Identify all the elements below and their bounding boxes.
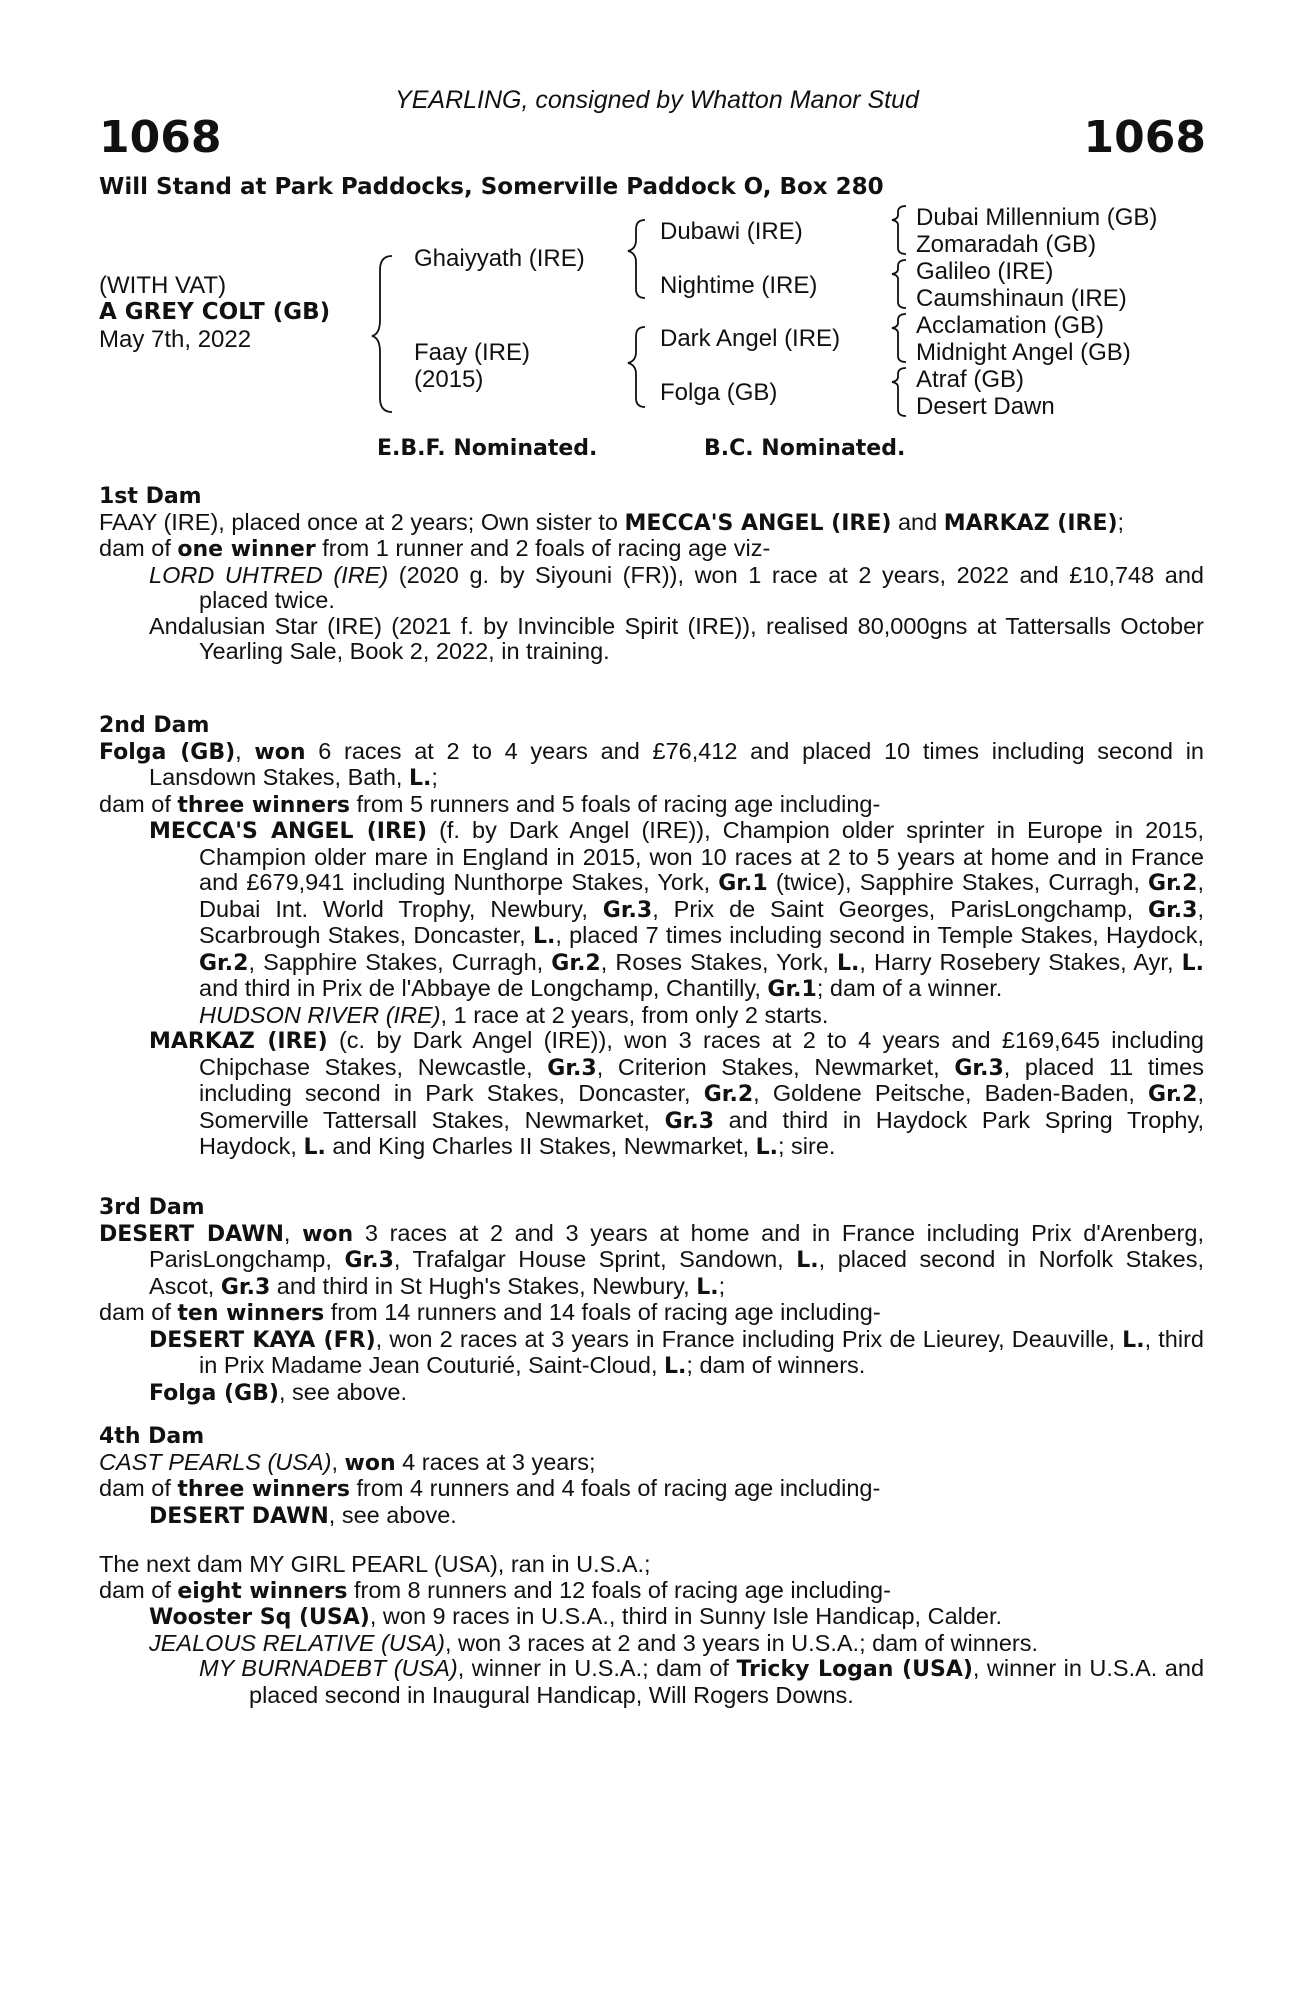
sire-name: Ghaiyyath (IRE) <box>414 245 585 272</box>
group-tag: Gr.2 <box>703 1082 754 1107</box>
produce-entry <box>99 1631 1204 1657</box>
second-dam-section <box>99 713 1204 1161</box>
group-tag: Gr.1 <box>718 871 768 896</box>
produce-name: MARKAZ (IRE) <box>149 1029 328 1054</box>
text: from 14 runners and 14 foals of racing age including- <box>324 1299 881 1325</box>
brace-sire <box>628 220 645 298</box>
text: from 4 runners and 4 foals of racing age including- <box>349 1475 881 1501</box>
text: , <box>331 1448 345 1475</box>
fourth-dam-line <box>99 1450 1204 1477</box>
first-dam-produce-line <box>99 536 1204 563</box>
produce-entry <box>99 1028 1204 1161</box>
produce-name: JEALOUS RELATIVE (USA) <box>149 1629 445 1656</box>
third-dam-produce-line <box>99 1300 1204 1327</box>
fourth-dam-heading: 4th Dam <box>99 1424 205 1449</box>
text: from 1 runner and 2 foals of racing age viz- <box>315 535 771 561</box>
text: ; <box>1117 508 1125 535</box>
listed-tag: L. <box>796 1248 819 1273</box>
winners-count: three winners <box>177 1477 350 1502</box>
ancestor-2: Zomaradah (GB) <box>916 231 1097 258</box>
text: , won 3 races at 2 and 3 years in U.S.A.; dam of winners. <box>445 1629 1039 1656</box>
related-horse: MARKAZ (IRE) <box>943 510 1118 536</box>
text: ; dam of winners. <box>686 1352 866 1378</box>
lot-number-right: 1068 <box>1083 112 1206 163</box>
produce-entry: Andalusian Star (IRE) (2021 f. by Invincible Spirit (IRE)), realised 80,000gns at Tattersalls October Yearling Sale, Book 2, 2022, in training. <box>149 612 1204 664</box>
text: dam of <box>99 1475 178 1501</box>
second-dam-heading: 2nd Dam <box>99 713 210 738</box>
text: , <box>235 737 255 764</box>
text: , Roses Stakes, York, <box>600 948 837 975</box>
dam-name: Faay (IRE) <box>414 339 531 366</box>
fourth-dam-produce-line <box>99 1476 1204 1503</box>
text: dam of <box>99 790 178 817</box>
next-dam-line: The next dam MY GIRL PEARL (USA), ran in U.S.A.; <box>99 1551 651 1577</box>
text: dam of <box>99 535 178 561</box>
winners-count: ten winners <box>177 1301 325 1326</box>
produce-entry <box>99 1604 1204 1631</box>
ancestor-7: Atraf (GB) <box>916 366 1025 393</box>
produce-name: Folga (GB) <box>149 1380 279 1406</box>
brace-g3 <box>892 314 906 362</box>
ancestor-8: Desert Dawn <box>916 393 1055 420</box>
group-tag: Gr.2 <box>1148 1082 1198 1107</box>
text: , Scarbrough Stakes, Doncaster, <box>199 895 1204 948</box>
text: , Somerville Tattersall Stakes, Newmarket, <box>199 1080 1204 1133</box>
related-horse: Tricky Logan (USA) <box>736 1657 973 1682</box>
won-label: won <box>344 1450 396 1476</box>
produce-name: LORD UHTRED (IRE) <box>149 561 389 588</box>
ancestor-1: Dubai Millennium (GB) <box>916 204 1158 231</box>
produce-name: MECCA'S ANGEL (IRE) <box>149 819 428 844</box>
text: (2020 g. by Siyouni (FR)), won 1 race at 2 years, 2022 and £10,748 and placed twice. <box>199 561 1204 613</box>
consignor-line: YEARLING, consigned by Whatton Manor Stud <box>395 86 919 114</box>
group-tag: Gr.3 <box>344 1248 394 1273</box>
group-tag: Gr.2 <box>199 950 249 976</box>
dam-year: (2015) <box>414 366 484 393</box>
ebf-nomination: E.B.F. Nominated. <box>377 436 598 461</box>
text: , placed second in Norfolk Stakes, Ascot, <box>149 1246 1204 1299</box>
text: , Dubai Int. World Trophy, Newbury, <box>199 869 1204 922</box>
ancestor-5: Acclamation (GB) <box>916 312 1105 339</box>
ancestor-6: Midnight Angel (GB) <box>916 339 1131 366</box>
text: dam of <box>99 1299 178 1325</box>
text: (twice), Sapphire Stakes, Curragh, <box>767 869 1149 895</box>
text: ; <box>431 764 438 790</box>
text: , <box>283 1219 303 1246</box>
second-dam-produce-line <box>99 792 1204 819</box>
third-dam-line <box>99 1221 1204 1301</box>
winners-count: eight winners <box>177 1578 348 1604</box>
group-tag: Gr.1 <box>767 977 817 1002</box>
text: and <box>891 508 944 535</box>
bc-nomination: B.C. Nominated. <box>704 436 906 461</box>
ancestor-4: Caumshinaun (IRE) <box>916 285 1127 312</box>
next-dam-section <box>99 1552 1204 1708</box>
listed-tag: L. <box>1122 1327 1145 1353</box>
group-tag: Gr.3 <box>664 1108 715 1134</box>
text: , placed 11 times including second in Park Stakes, Doncaster, <box>199 1053 1204 1106</box>
text: , Trafalgar House Sprint, Sandown, <box>393 1246 797 1272</box>
text: , Harry Rosebery Stakes, Ayr, <box>859 948 1182 975</box>
text: , see above. <box>278 1378 408 1405</box>
text: , Prix de Saint Georges, ParisLongchamp, <box>652 895 1149 922</box>
produce-name: HUDSON RIVER (IRE) <box>199 1001 441 1028</box>
produce-entry <box>99 1656 1204 1708</box>
dam-name: CAST PEARLS (USA) <box>99 1448 332 1475</box>
brace-g1 <box>892 206 906 254</box>
text: and third in Haydock Park Spring Trophy, Haydock, <box>199 1106 1205 1159</box>
listed-tag: L. <box>836 950 860 976</box>
horse-name: A GREY COLT (GB) <box>99 299 331 325</box>
won-label: won <box>302 1221 354 1247</box>
produce-entry <box>99 1380 1204 1407</box>
vat-note: (WITH VAT) <box>99 272 227 299</box>
third-dam-section <box>99 1195 1204 1406</box>
next-dam-produce-line <box>99 1578 1204 1605</box>
sire-dam-name: Nightime (IRE) <box>660 272 818 299</box>
text: ; <box>718 1272 726 1299</box>
group-tag: Gr.2 <box>551 950 601 976</box>
listed-tag: L. <box>755 1135 778 1160</box>
first-dam-section <box>99 484 1204 665</box>
group-tag: Gr.3 <box>602 897 653 923</box>
text: , 1 race at 2 years, from only 2 starts. <box>440 1001 829 1028</box>
second-dam-line <box>99 739 1204 792</box>
listed-tag: L. <box>532 924 556 949</box>
listed-tag: L. <box>303 1135 326 1160</box>
produce-name: DESERT KAYA (FR) <box>149 1327 376 1353</box>
text: , winner in U.S.A. and placed second in Inaugural Handicap, Will Rogers Downs. <box>249 1655 1205 1708</box>
text: and third in Prix de l'Abbaye de Longchamp, Chantilly, <box>199 975 768 1001</box>
produce-entry <box>99 1503 1204 1530</box>
text: , winner in U.S.A.; dam of <box>457 1655 737 1681</box>
produce-name: DESERT DAWN <box>149 1503 329 1529</box>
brace-g4 <box>892 368 906 416</box>
lot-number-left: 1068 <box>99 112 222 163</box>
winners-count: one winner <box>177 537 316 562</box>
text: and King Charles II Stakes, Newmarket, <box>325 1133 756 1159</box>
produce-entry <box>99 818 1204 1003</box>
text: 6 races at 2 to 4 years and £76,412 and placed 10 times including second in Lansdown Stakes, Bath, <box>149 737 1205 790</box>
listed-tag: L. <box>1181 950 1204 976</box>
group-tag: Gr.2 <box>1148 871 1198 896</box>
stand-location: Will Stand at Park Paddocks, Somerville Paddock O, Box 280 <box>99 174 884 200</box>
text: , third in Prix Madame Jean Couturié, Saint-Cloud, <box>199 1325 1204 1378</box>
first-dam-heading: 1st Dam <box>99 484 202 509</box>
dam-sire-name: Dark Angel (IRE) <box>660 325 841 352</box>
fourth-dam-section <box>99 1424 1204 1529</box>
listed-tag: L. <box>664 1354 687 1379</box>
text: ; dam of a winner. <box>816 975 1003 1001</box>
brace-dam <box>628 327 645 407</box>
group-tag: Gr.3 <box>220 1274 271 1300</box>
text: ; sire. <box>778 1133 836 1159</box>
third-dam-heading: 3rd Dam <box>99 1195 205 1220</box>
winners-count: three winners <box>177 792 350 818</box>
text: dam of <box>99 1576 178 1603</box>
group-tag: Gr.3 <box>547 1055 597 1081</box>
text: from 8 runners and 12 foals of racing age including- <box>347 1576 891 1603</box>
text: , won 9 races in U.S.A., third in Sunny Isle Handicap, Calder. <box>369 1603 1003 1629</box>
text: 3 races at 2 and 3 years at home and in France including Prix d'Arenberg, ParisLongchamp, <box>149 1219 1204 1272</box>
produce-entry <box>99 1327 1204 1380</box>
sire-sire-name: Dubawi (IRE) <box>660 218 803 245</box>
pedigree-braces <box>0 0 1314 440</box>
brace-large <box>372 256 392 412</box>
text: , placed 7 times including second in Temple Stakes, Haydock, <box>555 922 1204 948</box>
text: from 5 runners and 5 foals of racing age including- <box>349 790 881 817</box>
brace-g2 <box>892 260 906 308</box>
text: , Goldene Peitsche, Baden-Baden, <box>753 1080 1149 1106</box>
foaling-date: May 7th, 2022 <box>99 326 252 353</box>
produce-entry <box>99 1003 1204 1029</box>
group-tag: Gr.3 <box>954 1055 1004 1081</box>
text: , Criterion Stakes, Newmarket, <box>596 1053 955 1080</box>
text: , won 2 races at 3 years in France including Prix de Lieurey, Deauville, <box>375 1325 1123 1352</box>
text: FAAY (IRE), placed once at 2 years; Own sister to <box>99 508 625 535</box>
produce-entry <box>99 563 1204 614</box>
text: (c. by Dark Angel (IRE)), won 3 races at 2 to 4 years and £169,645 including Chipchase Stakes, Newcastle, <box>199 1027 1204 1080</box>
text: 4 races at 3 years; <box>395 1448 596 1475</box>
listed-tag: L. <box>408 766 432 791</box>
dam-name: DESERT DAWN <box>99 1221 284 1247</box>
group-tag: Gr.3 <box>1148 897 1198 923</box>
related-horse: MECCA'S ANGEL (IRE) <box>624 510 892 536</box>
dam-dam-name: Folga (GB) <box>660 379 778 406</box>
produce-name: MY BURNADEBT (USA) <box>199 1655 458 1681</box>
text: (f. by Dark Angel (IRE)), Champion older sprinter in Europe in 2015, Champion older mare in England in 2015, won 10 races at 2 to 5 years at home and in France and £679,941 including Nunthorpe Stakes, York, <box>199 817 1204 895</box>
text: , see above. <box>328 1501 457 1528</box>
first-dam-line <box>99 510 1204 537</box>
produce-name: Wooster Sq (USA) <box>149 1605 370 1630</box>
listed-tag: L. <box>696 1274 719 1300</box>
text: and third in St Hugh's Stakes, Newbury, <box>270 1272 697 1299</box>
dam-name: Folga (GB) <box>99 739 236 765</box>
ancestor-3: Galileo (IRE) <box>916 258 1054 285</box>
won-label: won <box>254 739 306 765</box>
text: , Sapphire Stakes, Curragh, <box>248 948 552 975</box>
